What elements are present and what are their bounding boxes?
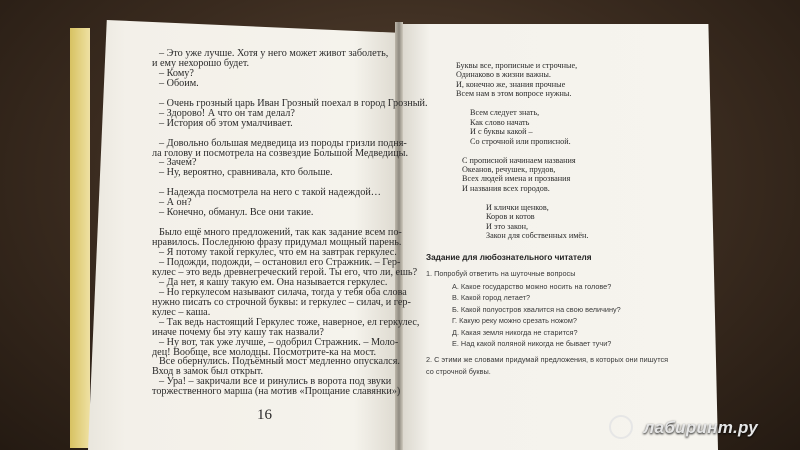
question-item: Е. Над какой поляной никогда не бывает тучи? [452,339,612,348]
watermark: лабиринт.ру [643,418,758,437]
left-text-line: – Ура! – закричали все и ринулись в ворота под звуки [159,376,392,388]
question-item: Б. Какой полуостров хвалится на свою величину? [452,304,621,314]
book-cover-edge [70,28,90,448]
left-text-line: – Но геркулесом называют силача, тогда у тебя оба слова [159,286,407,298]
left-text-line: – Здорово! А что он там делал? [159,107,295,119]
poem-line: Всем следует знать, [470,108,540,118]
poem-line: С прописной начинаем названия [462,155,576,165]
left-text-line: нужно писать со строчной буквы: и геркулес – силач, и гер- [152,296,411,308]
poem-line: И, конечно же, знания прочные [456,79,566,89]
left-text-line: – История об этом умалчивает. [159,117,293,129]
poem-line: Как слово начать [470,117,530,127]
task2-line1: 2. С этими же словами придумай предложения, в которых они пишутся [426,355,669,364]
poem-line: Всех людей имена и прозвания [462,174,571,184]
question-item: Г. Какую реку можно срезать ножом? [452,316,577,326]
left-text-line: – Ну вот, так уже лучше, – одобрил Стражник. – Моло- [159,336,399,348]
left-text-line: – Кому? [159,67,194,79]
poem-line: И с буквы какой – [470,127,533,137]
left-text-line: Было ещё много предложений, так как задание всем по- [159,227,402,239]
left-text-line: – Очень грозный царь Иван Грозный поехал в город Грозный. [159,97,428,109]
poem-line: Коров и котов [486,212,535,222]
page-number: 16 [257,407,272,423]
left-text-line: – А он? [159,197,192,209]
poem-line: Одинаково в жизни важны. [456,70,551,80]
task1-intro: 1. Попробуй ответить на шуточные вопросы [426,269,576,278]
left-text-line: иначе почему бы эту кашу так назвали? [152,326,324,338]
left-text-line: кулес – это ведь древнегреческий герой. Ты его, что ли, ешь? [152,266,418,278]
poem-line: Буквы все, прописные и строчные, [456,61,578,70]
left-text-line: – Так ведь настоящий Геркулес тоже, наверное, ел геркулес, [159,316,420,328]
poem-line: И названия всех городов. [462,183,550,193]
left-text-line: – Обоим. [159,77,199,89]
left-text-line: – Это уже лучше. Хотя у него может живот заболеть, [159,48,389,59]
poem-line: Океанов, речушек, прудов, [462,164,556,174]
poem-line: Закон для собственных имён. [486,231,589,241]
poem-line: Со строчной или прописной. [470,136,571,146]
left-text-line: Вход в замок был открыт. [152,366,264,378]
left-text-line: – Ну, вероятно, сравнивала, кто больше. [159,167,333,179]
task-heading: Задание для любознательного читателя [426,253,592,262]
question-item: В. Какой город летает? [452,293,531,303]
left-text-line: – Зачем? [159,157,197,169]
poem-line: Всем нам в этом вопросе нужны. [456,89,572,99]
poem-line: И клички щенков, [486,202,549,212]
left-text-line: – Надежда посмотрела на него с такой надеждой… [159,187,381,199]
left-text-line: – Я потому такой геркулес, что ем на завтрак геркулес. [159,247,397,258]
left-text-line: – Довольно большая медведица из породы гризли подня- [159,137,407,149]
left-text-line: дец! Вообще, все молодцы. Посмотрите-ка на мост. [152,346,377,358]
task2-line2: со строчной буквы. [426,367,491,376]
question-item: Д. Какая земля никогда не старится? [452,327,578,337]
question-item: А. Какое государство можно носить на голове? [452,282,612,291]
poem-line: И это закон, [486,221,529,231]
left-text-line: Все обернулись. Подъёмный мост медленно опускался. [159,356,400,368]
watermark-logo-icon [609,415,633,439]
left-text-line: – Да нет, я кашу такую ем. Она называется геркулес. [159,276,388,288]
left-text-line: – Конечно, обманул. Все они такие. [159,207,314,219]
left-text-line: ла голову и посмотрела на созвездие Большой Медведицы. [152,147,409,159]
left-text-line: нравилось. Последнюю фразу придумал мощный парень. [152,237,402,249]
left-text-line: – Подожди, подожди, – остановил его Стражник. – Гер- [159,256,401,268]
left-text-line: торжественного марша (на мотив «Прощание славянки») [152,386,401,398]
left-text-line: и ему нехорошо будет. [152,57,250,69]
left-text-line: кулес – каша. [152,306,211,318]
